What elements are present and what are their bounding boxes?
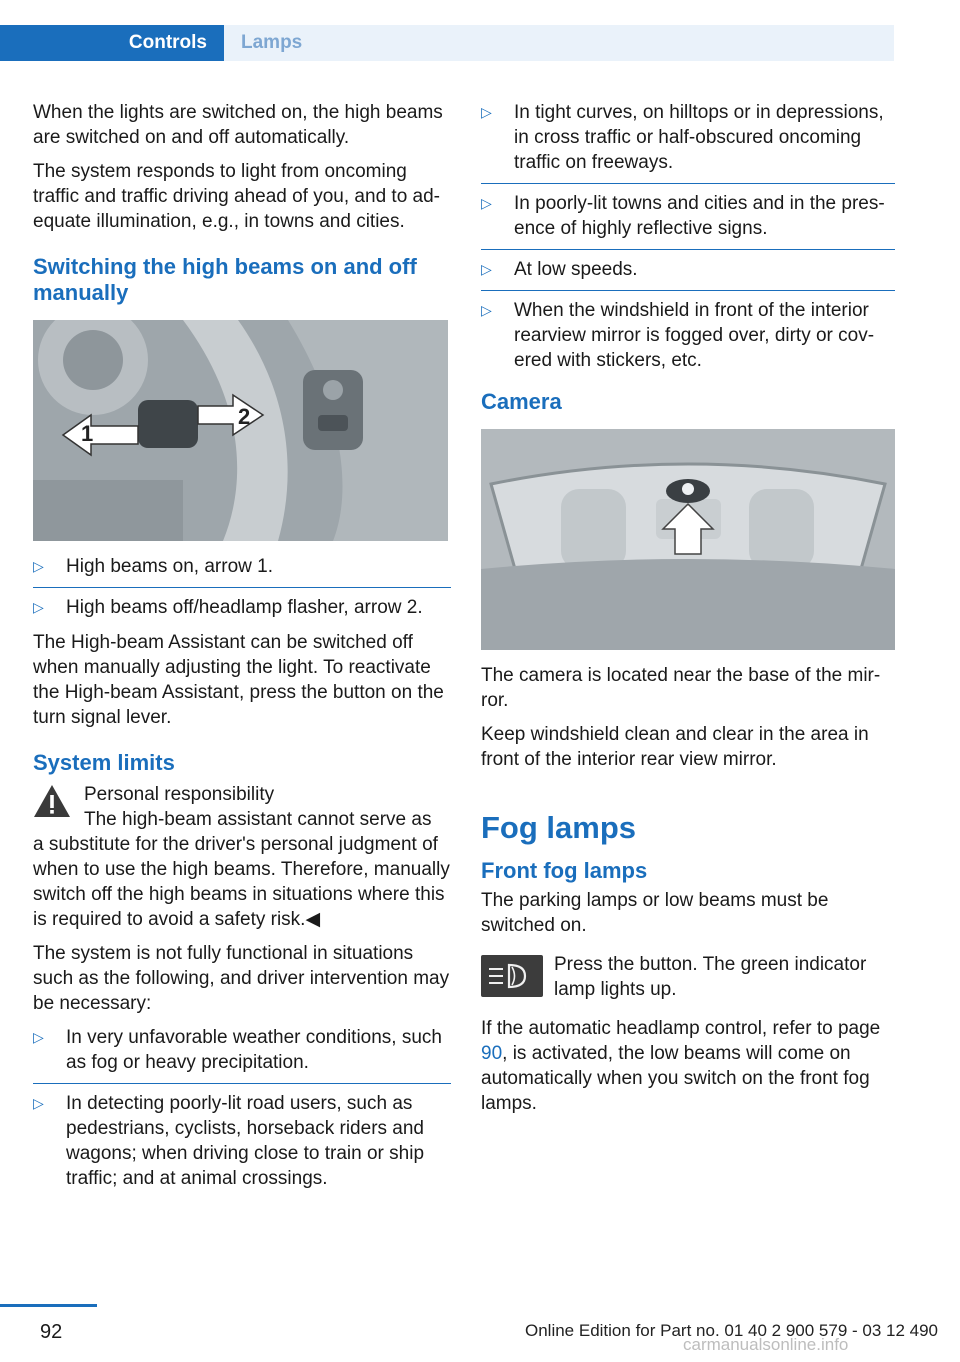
triangle-bullet-icon: ▷ [33, 1029, 44, 1045]
section-heading-camera: Camera [481, 389, 562, 414]
manual-list [33, 554, 451, 620]
warning-icon [33, 784, 71, 818]
steering-lever-figure [33, 320, 448, 541]
paragraph: The camera is located near the base of the mirror. [481, 665, 881, 711]
steering-lever-illustration [33, 320, 448, 541]
tab-lamps[interactable]: Lamps [224, 25, 894, 61]
list-item: ▷ In poorly-lit towns and cities and in the presence of highly reflective signs. [481, 183, 895, 241]
camera-figure [481, 429, 895, 650]
watermark: carmanualsonline.info [683, 1335, 849, 1354]
triangle-bullet-icon: ▷ [481, 104, 492, 120]
paragraph: Keep windshield clean and clear in the area in front of the interior rear view mirror. [481, 724, 869, 770]
list-item: ▷ When the windshield in front of the interior rearview mirror is fogged over, dirty or covered with stickers, etc. [481, 290, 895, 373]
text-fragment: , is activated, the low beams will come on automatically when you switch on the front fog lamps. [481, 1043, 870, 1114]
paragraph: The parking lamps or low beams must be switched on. [481, 890, 829, 936]
triangle-bullet-icon: ▷ [481, 261, 492, 277]
camera-illustration [481, 429, 895, 650]
page-number: 92 [40, 1321, 63, 1343]
warning-title: Personal responsibility [84, 784, 275, 805]
list-item: ▷ High beams on, arrow 1. [33, 556, 273, 577]
paragraph [481, 1016, 895, 1116]
left-column [33, 100, 451, 1201]
paragraph: The High-beam Assistant can be switched off when manually adjusting the light. To reactivate the High-beam Assistant, press the button on the turn signal lever. [33, 632, 444, 728]
chapter-heading-fog: Fog lamps [481, 810, 637, 845]
page-link[interactable]: 90 [481, 1043, 503, 1064]
triangle-bullet-icon: ▷ [33, 599, 44, 615]
edition-text: Online Edition for Part no. 01 40 2 900 579 - 03 12 490 [525, 1321, 939, 1340]
fog-lamp-button-icon [481, 955, 543, 997]
text-fragment: If the automatic headlamp control, refer to page [481, 1018, 881, 1039]
list-item: ▷ In detecting poorly-lit road users, such as pedestrians, cyclists, horseback riders and wagons; when driving close to train or ship traffic; and at animal crossings. [33, 1083, 451, 1191]
section-heading-front-fog: Front fog lamps [481, 858, 648, 883]
triangle-bullet-icon: ▷ [33, 558, 44, 574]
footer-rule [0, 1304, 97, 1307]
section-heading-limits: System limits [33, 750, 175, 775]
list-item: ▷ In tight curves, on hilltops or in depressions, in cross traffic or half-obscured oncoming traffic on freeways. [481, 102, 884, 173]
header-bar [0, 0, 960, 62]
fog-button-text: Press the button. The green indicator lamp lights up. [554, 954, 867, 1000]
fog-button-row [481, 952, 895, 1002]
paragraph: When the lights are switched on, the high beams are switched on and off automatically. [33, 102, 443, 148]
list-item: ▷ At low speeds. [481, 249, 895, 282]
limits-list-right [481, 100, 895, 373]
triangle-bullet-icon: ▷ [33, 1095, 44, 1111]
warning-text: a substitute for the driver's personal judgment of when to use the high beams. Therefore, manually switch off the high beams in situations where this is required to avoid a safety risk.◀ [33, 834, 450, 930]
list-item: ▷ In very unfavorable weather conditions, such as fog or heavy precipitation. [33, 1027, 442, 1073]
section-heading-manual: Switching the high beams on and off manually [33, 254, 417, 305]
warning-text-first: The high-beam assistant cannot serve as [84, 809, 432, 830]
triangle-bullet-icon: ▷ [481, 302, 492, 318]
arrow-label-1: 1 [81, 421, 94, 446]
paragraph: The system is not fully functional in situations such as the following, and driver intervention may be necessary: [33, 943, 450, 1014]
warning-block [33, 782, 451, 932]
tab-controls[interactable]: Controls [0, 25, 224, 61]
paragraph: The system responds to light from oncoming traffic and traffic driving ahead of you, and to adequate illumination, e.g., in towns and cities. [33, 161, 440, 232]
right-column [481, 100, 895, 1125]
arrow-label-2: 2 [238, 404, 251, 429]
limits-list-left [33, 1025, 451, 1191]
list-item: ▷ High beams off/headlamp flasher, arrow 2. [33, 587, 451, 620]
triangle-bullet-icon: ▷ [481, 195, 492, 211]
